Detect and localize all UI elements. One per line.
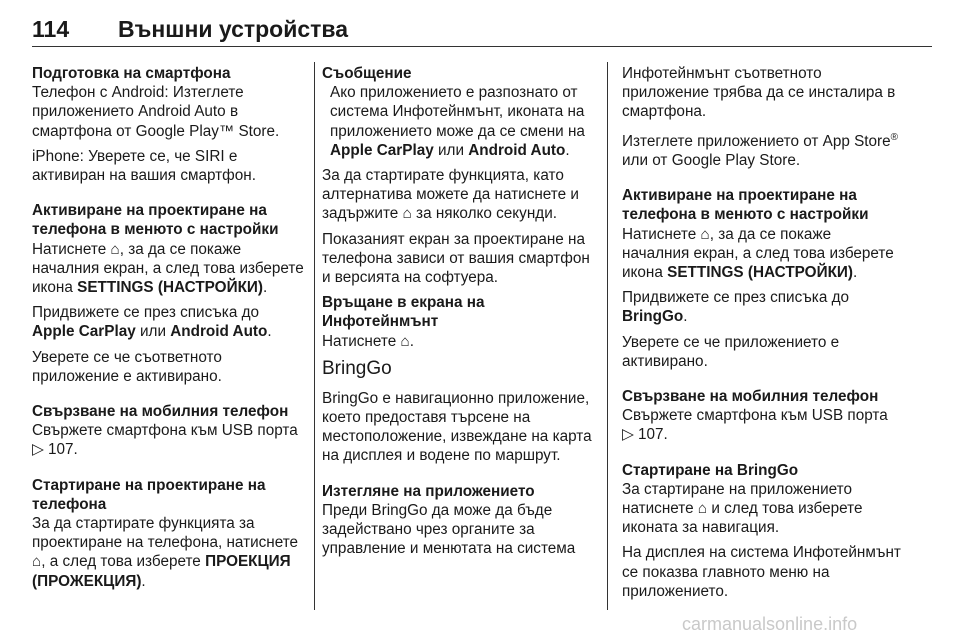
paragraph-android: Телефон с Android: Изтеглете приложението Android Auto в смартфона от Google Play™ Store.	[32, 84, 280, 140]
home-icon: ⌂	[700, 225, 710, 243]
heading-activate-projection-2: Активиране на проектиране на телефона в менюто с настройки	[622, 187, 869, 224]
home-icon: ⌂	[402, 205, 412, 223]
heading-prepare-smartphone: Подготовка на смартфона	[32, 65, 231, 82]
heading-message: Съобщение	[322, 65, 412, 82]
home-icon: ⌂	[400, 332, 410, 350]
paragraph-scroll-list: Придвижете се през списъка до Apple CarPlay или Android Auto.	[32, 304, 272, 341]
paragraph-download: Преди BringGo да може да бъде задействано чрез органите за управление и менютата на система	[322, 501, 576, 558]
paragraph-start-bringgo: За стартиране на приложението натиснете ⌂ и след това изберете иконата за навигация.	[622, 480, 863, 537]
running-title: Външни устройства	[118, 16, 349, 42]
paragraph-start-projection: За да стартирате функцията за проектиране на телефона, натиснете ⌂, а след това изберете ПРОЕКЦИЯ (ПРОЖЕКЦИЯ).	[32, 515, 299, 590]
reference-arrow-icon: ▷	[622, 426, 639, 444]
heading-connect-phone-2: Свързване на мобилния телефон	[622, 387, 879, 405]
paragraph-infotainment-install: Инфотейнмънт съответното приложение трябва да се инсталира в смартфона.	[622, 65, 896, 121]
heading-download-app: Изтегляне на приложението	[322, 482, 535, 500]
home-icon: ⌂	[32, 553, 42, 571]
page-header	[32, 14, 928, 48]
paragraph-connect-usb-2: Свържете смартфона към USB порта ▷ 107.	[622, 407, 888, 444]
paragraph-ensure-active: Уверете се че съответното приложение е активирано.	[32, 348, 222, 385]
column-2	[322, 64, 598, 564]
paragraph-press-home-2: Натиснете ⌂, за да се покаже началния екран, а след това изберете икона SETTINGS (НАСТРОЙКИ).	[622, 225, 894, 281]
paragraph-store: Изтеглете приложението от App Store® или от Google Play Store.	[622, 131, 899, 169]
column-1	[32, 64, 304, 597]
paragraph-press-home: Натиснете ⌂, за да се покаже началния екран, а след това изберете икона SETTINGS (НАСТРОЙКИ).	[32, 240, 304, 297]
paragraph-iphone: iPhone: Уверете се, че SIRI е активиран на вашия смартфон.	[32, 147, 256, 185]
paragraph-ensure-active-2: Уверете се че приложението е активирано.	[622, 333, 840, 370]
watermark: carmanualsonline.info	[682, 614, 858, 634]
paragraph-alternative: За да стартирате функцията, като алтернатива можете да натиснете и задържите ⌂ за няколко секунди.	[322, 167, 579, 223]
header-rule	[32, 46, 932, 47]
paragraph-display-menu: На дисплея на система Инфотейнмънт се показва главното меню на приложението.	[622, 544, 901, 600]
paragraph-return: Натиснете ⌂.	[322, 332, 414, 350]
heading-start-projection: Стартиране на проектиране на телефона	[32, 476, 266, 513]
heading-activate-projection: Активиране на проектиране на телефона в менюто с настройки	[32, 202, 279, 239]
heading-bringgo: BringGo	[322, 357, 392, 379]
column-divider-1	[314, 62, 315, 610]
column-3	[622, 64, 902, 607]
paragraph-screen-depends: Показаният екран за проектиране на телефона зависи от вашия смартфон и версията на софтуера.	[322, 230, 590, 287]
reference-arrow-icon: ▷	[32, 441, 49, 459]
page-number: 114	[32, 16, 70, 42]
paragraph-message: Ако приложението е разпознато от система Инфотейнмънт, иконата на приложението може да се смени на Apple CarPlay или Android Auto.	[330, 84, 585, 159]
paragraph-scroll-bringgo: Придвижете се през списъка до BringGo.	[622, 289, 850, 326]
home-icon: ⌂	[110, 240, 120, 258]
column-divider-2	[607, 62, 608, 610]
paragraph-bringgo: BringGo е навигационно приложение, което предоставя търсене на местоположение, извеждане на карта на дисплея и водене по маршрут.	[322, 389, 592, 465]
paragraph-connect-usb: Свържете смартфона към USB порта ▷ 107.	[32, 422, 298, 459]
home-icon: ⌂	[697, 499, 708, 517]
heading-start-bringgo: Стартиране на BringGo	[622, 461, 799, 479]
heading-return-infotainment: Връщане в екрана на Инфотейнмънт	[322, 294, 485, 331]
heading-connect-phone: Свързване на мобилния телефон	[32, 403, 289, 421]
